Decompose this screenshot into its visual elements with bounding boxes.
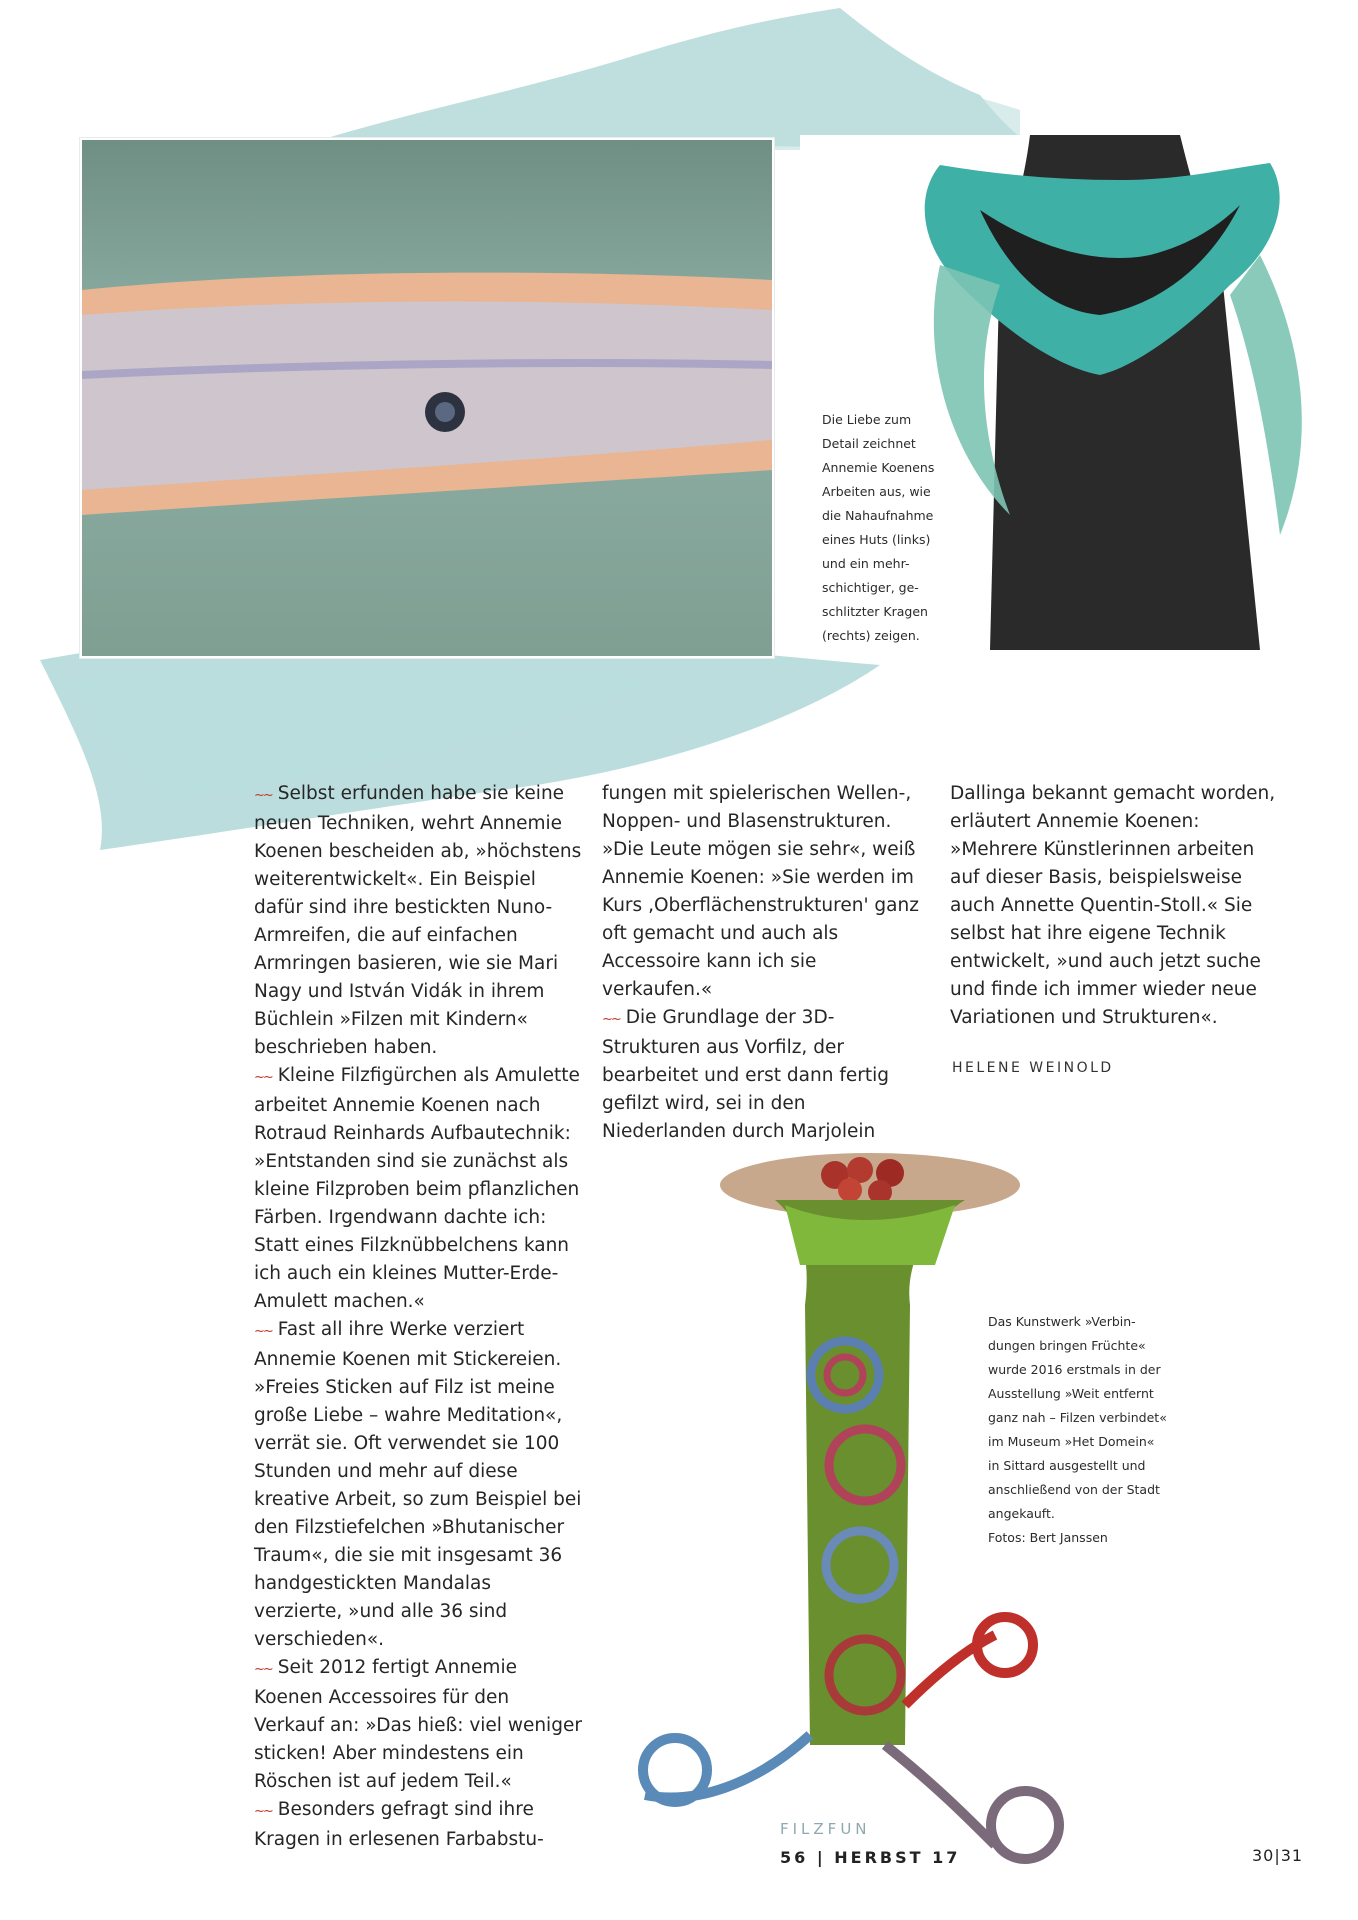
paragraph-marker-icon: ~~ [254,788,272,803]
paragraph: ~~ Kleine Filzfigürchen als Amulette arbeitet Annemie Koenen nach Rotraud Reinhards Aufbautechnik: »Entstanden sind sie zunächst als kleine Filzproben beim pflanzlichen Färben. Irgendwann dachte ich: Statt eines Filzknübbelchens kann ich auch ein kleines Mutter-Erde-Amulett machen.« [254,1065,580,1312]
article-column-1 [254,780,584,1854]
paragraph-marker-icon: ~~ [602,1012,620,1027]
paragraph-marker-icon: ~~ [254,1324,272,1339]
page-number: 30|31 [1252,1846,1304,1865]
brush-stroke-top [280,0,1040,150]
bottom-photo-caption: Das Kunstwerk »Verbin- dungen bringen Früchte« wurde 2016 erstmals in der Ausstellung »Weit entfernt ganz nah – Filzen verbindet« im Museum »Het Domein« in Sittard ausgestellt und anschließend von der Stadt angekauft. Fotos: Bert Janssen [988,1314,1167,1545]
magazine-brand: FILZFUN [780,1820,871,1838]
article-column-3 [950,780,1280,1032]
top-photo-caption: Die Liebe zum Detail zeichnet Annemie Koenens Arbeiten aus, wie die Nahaufnahme eines Huts (links) und ein mehr- schichtiger, ge- schlitzter Kragen (rechts) zeigen. [822,412,935,643]
paragraph: ~~ Die Grundlage der 3D-Strukturen aus Vorfilz, der bearbeitet und erst dann fertig gefilzt wird, sei in den Niederlanden durch Marjolein [602,1007,889,1142]
article-column-2 [602,780,932,1146]
paragraph: ~~ Besonders gefragt sind ihre Kragen in erlesenen Farbabstu- [254,1799,544,1850]
hat-closeup-photo [80,138,774,658]
paragraph: ~~ Fast all ihre Werke verziert Annemie Koenen mit Stickereien. »Freies Sticken auf Filz ist meine große Liebe – wahre Meditation«, verrät sie. Oft verwendet sie 100 Stunden und mehr auf diese kreative Arbeit, so zum Beispiel bei den Filzstiefelchen »Bhutanischer Traum«, die sie mit insgesamt 36 handgestickten Mandalas verzierte, »und alle 36 sind verschieden«. [254,1319,582,1650]
paragraph-marker-icon: ~~ [254,1070,272,1085]
paragraph: Dallinga bekannt gemacht worden, erläutert Annemie Koenen: »Mehrere Künstlerinnen arbeiten auf dieser Basis, beispielsweise auch Annette Quentin-Stoll.« Sie selbst hat ihre eigene Technik entwickelt, »und auch jetzt suche und finde ich immer wieder neue Variationen und Strukturen«. [950,783,1276,1028]
paragraph: ~~ Seit 2012 fertigt Annemie Koenen Accessoires für den Verkauf an: »Das hieß: viel weniger sticken! Aber mindestens ein Röschen ist auf jedem Teil.« [254,1657,582,1792]
paragraph: fungen mit spielerischen Wellen-, Noppen- und Blasenstrukturen. »Die Leute mögen sie sehr«, weiß Annemie Koenen: »Sie werden im Kurs ‚Oberflächenstrukturen' ganz oft gemacht und auch als Accessoire kann ich sie verkaufen.« [602,783,919,1000]
paragraph-marker-icon: ~~ [254,1804,272,1819]
issue-label: 56 | HERBST 17 [780,1848,961,1867]
author-byline: HELENE WEINOLD [952,1060,1114,1076]
paragraph-marker-icon: ~~ [254,1662,272,1677]
paragraph: ~~ Selbst erfunden habe sie keine neuen Techniken, wehrt Annemie Koenen bescheiden ab, »höchstens weiterentwickelt«. Ein Beispiel dafür sind ihre bestickten Nuno-Armreifen, die auf einfachen Armringen basieren, wie sie Mari Nagy und István Vidák in ihrem Büchlein »Filzen mit Kindern« beschrieben haben. [254,783,582,1058]
